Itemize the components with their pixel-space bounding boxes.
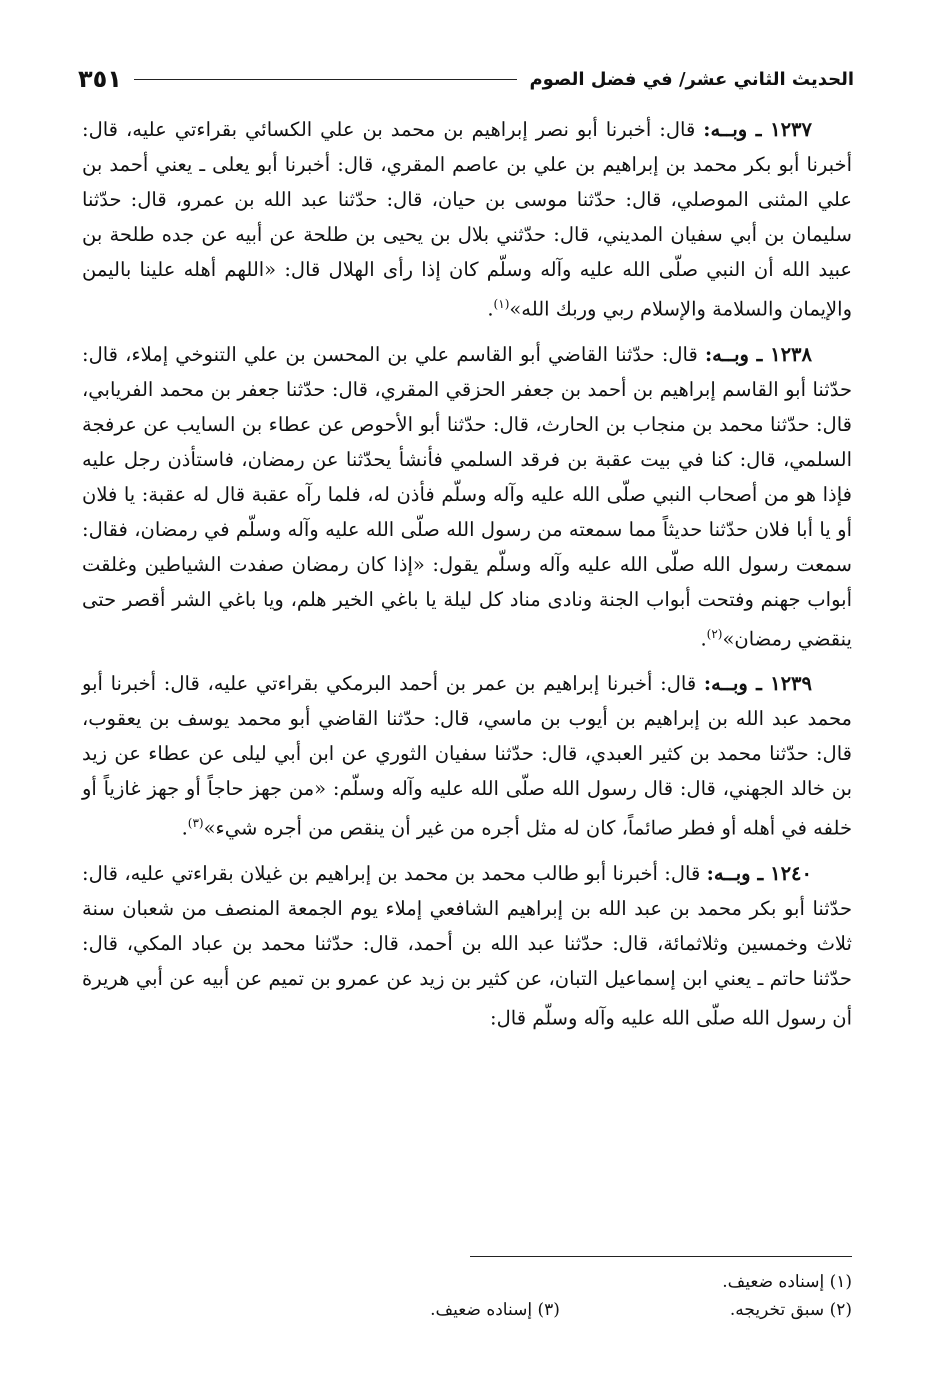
hadith-number: ١٢٤٠ ـ وبــه: xyxy=(706,861,812,885)
footnote-divider xyxy=(470,1256,852,1257)
main-text xyxy=(82,112,852,1045)
hadith-paragraph xyxy=(82,337,852,657)
hadith-number: ١٢٣٧ ـ وبــه: xyxy=(703,118,812,141)
chapter-title: الحديث الثاني عشر/ في فضل الصوم xyxy=(529,68,854,90)
sentence-end: . xyxy=(487,297,494,321)
hadith-paragraph xyxy=(82,666,852,846)
footnote-2: (٢) سبق تخريجه. xyxy=(729,1300,852,1320)
hadith-text: قال: أخبرنا إبراهيم بن عمر بن أحمد البرمكي بقراءتي عليه، قال: أخبرنا أبو محمد عبد الله بن إبراهيم بن أيوب بن ماسي، قال: حدّثنا القاضي أبو محمد يوسف بن يعقوب، قال: حدّثنا محمد بن كثير العبدي، قال: حدّثنا سفيان الثوري عن ابن أبي ليلى عن عطاء عن زيد بن خالد الجهني، قال: قال رسول الله صلّى الله عليه وآله وسلّم: «من جهز حاجاً أو جهز غازياً أو خلفه في أهله أو فطر صائماً، كان له مثل أجره من غير أن ينقص من أجره شيء» xyxy=(82,672,852,840)
footnote-ref: (١) xyxy=(493,297,510,311)
hadith-number: ١٢٣٩ ـ وبــه: xyxy=(703,672,812,695)
hadith-paragraph xyxy=(82,856,852,1036)
running-header xyxy=(78,62,854,96)
footnotes xyxy=(82,1268,852,1324)
footnote-ref: (٢) xyxy=(706,626,723,641)
footnote-row xyxy=(82,1296,852,1324)
sentence-end: . xyxy=(700,627,707,650)
page-number: ٣٥١ xyxy=(78,65,122,93)
footnote-ref: (٣) xyxy=(187,816,204,830)
hadith-paragraph xyxy=(82,112,852,327)
hadith-text: قال: أخبرنا أبو نصر إبراهيم بن محمد بن علي الكسائي بقراءتي عليه، قال: أخبرنا أبو بكر محمد بن إبراهيم بن علي بن عاصم المقري، قال: أخبرنا أبو يعلى ـ يعني أحمد بن علي المثنى الموصلي، قال: حدّثنا موسى بن حيان، قال: حدّثنا عبد الله بن عمرو، قال: حدّثنا سليمان بن أبي سفيان المديني، قال: حدّثني بلال بن يحيى بن طلحة عن أبيه عن جده طلحة بن عبيد الله أن النبي صلّى الله عليه وآله وسلّم كان إذا رأى الهلال قال: «اللهم أهله علينا باليمن والإيمان والسلامة والإسلام ربي وربك الله» xyxy=(82,118,852,321)
hadith-number: ١٢٣٨ ـ وبــه: xyxy=(704,342,812,366)
sentence-end: . xyxy=(181,816,188,840)
hadith-text: قال: حدّثنا القاضي أبو القاسم علي بن المحسن بن علي التنوخي إملاء، قال: حدّثنا أبو القاسم إبراهيم بن أحمد بن جعفر الحزقي المقري، قال: حدّثنا جعفر بن محمد الفريابي، قال: حدّثنا محمد بن منجاب بن الحارث، قال: حدّثنا أبو الأحوص عن عطاء بن السايب عن عرفجة السلمي، قال: كنا في بيت عقبة بن فرقد السلمي فأنشأ يحدّثنا عن رمضان، فاستأذن رجل عليه فإذا هو من أصحاب النبي صلّى الله عليه وآله وسلّم فأذن له، فلما رآه عقبة قال له عقبة: يا فلان أو يا أبا فلان حدّثنا حديثاً مما سمعته من رسول الله صلّى الله عليه وآله وسلّم في رمضان، فقال: سمعت رسول الله صلّى الله عليه وآله وسلّم يقول: «إذا كان رمضان صفدت الشياطين وغلقت أبواب جهنم وفتحت أبواب الجنة ونادى مناد كل ليلة يا باغي الخير هلم، ويا باغي الشر أقصر حتى ينقضي رمضان» xyxy=(82,342,852,650)
footnote-row xyxy=(82,1268,852,1296)
footnote-3: (٣) إسناده ضعيف. xyxy=(430,1300,560,1320)
footnote-spacer xyxy=(560,1296,730,1324)
header-divider xyxy=(134,79,517,80)
footnote-1: (١) إسناده ضعيف. xyxy=(722,1272,852,1292)
hadith-text: قال: أخبرنا أبو طالب محمد بن محمد بن إبراهيم بن غيلان بقراءتي عليه، قال: حدّثنا أبو بكر محمد بن عبد الله بن إبراهيم الشافعي إملاء يوم الجمعة المنصف من شعبان سنة ثلاث وخمسين وثلاثمائة، قال: حدّثنا عبد الله بن أحمد، قال: حدّثنا محمد بن عباد المكي، قال: حدّثنا حاتم ـ يعني ابن إسماعيل التبان، عن كثير بن زيد عن عمرو بن تميم عن أبيه عن أبي هريرة أن رسول الله صلّى الله عليه وآله وسلّم قال: xyxy=(82,861,852,1029)
